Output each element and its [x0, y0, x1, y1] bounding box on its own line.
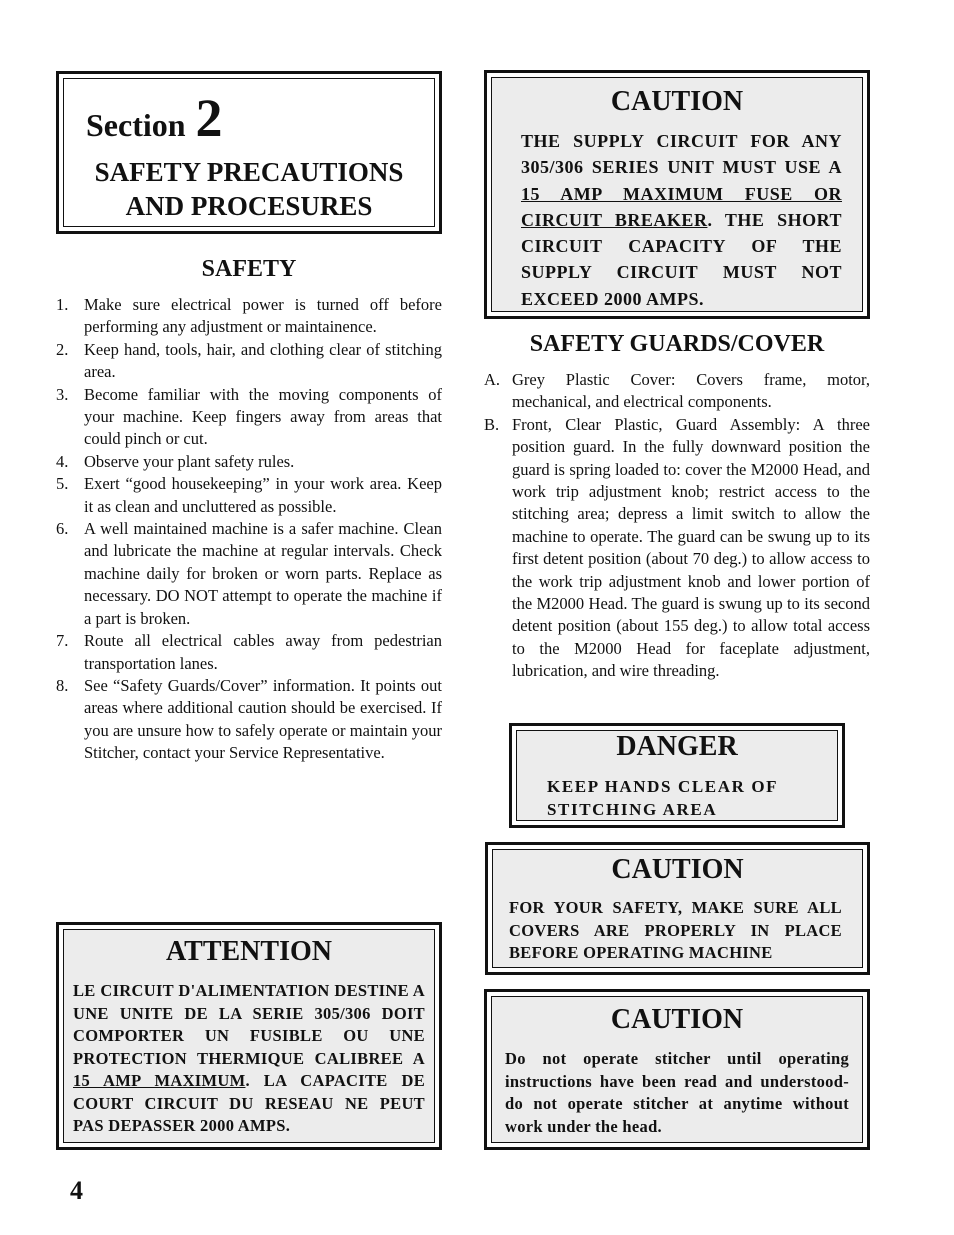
- caution-operate-text: Do not operate stitcher until operating instructions have been read and understood- do not operate stitcher at anytime without work under the head.: [505, 1049, 849, 1136]
- section-title: [64, 155, 434, 223]
- list-item: [484, 414, 870, 683]
- list-item: [56, 339, 442, 384]
- page-number: 4: [70, 1176, 83, 1205]
- list-item-text: Front, Clear Plastic, Guard Assembly: A three position guard. In the fully downward position the guard is spring loaded to: cover the M2000 Head, and work trip adjustment knob; restrict access to the stitching area; depress a limit switch to allow the machine to operate. The guard can be swung up to its first detent position (about 70 deg.) to allow access to the work trip adjustment knob and lower portion of the M2000 Head. The guard is swung up to its second detent position (about 155 deg.) to allow total access to the M2000 Head for faceplate adjustment, lubrication, and wire threading.: [512, 414, 870, 681]
- section-title-box: [56, 71, 442, 234]
- list-item: [56, 473, 442, 518]
- list-item: [56, 675, 442, 765]
- guards-list: [484, 369, 870, 683]
- danger-text: [547, 775, 827, 821]
- list-item-text: Become familiar with the moving components of your machine. Keep fingers away from areas that could pinch or cut.: [84, 384, 442, 449]
- list-item: [56, 630, 442, 675]
- list-item: [56, 518, 442, 630]
- list-item: [484, 369, 870, 414]
- guards-heading: SAFETY GUARDS/COVER: [529, 331, 825, 357]
- caution-supply-text: [521, 128, 842, 312]
- danger-box: [509, 723, 845, 828]
- attention-fuse-rating: 15 AMP MAXIMUM: [73, 1071, 246, 1090]
- caution-supply-inner: [491, 77, 863, 312]
- list-item: [56, 294, 442, 339]
- list-item-number: B.: [484, 414, 500, 434]
- section-word: Section: [86, 107, 186, 143]
- list-item-number: 4.: [56, 451, 69, 471]
- list-item-text: Route all electrical cables away from pedestrian transportation lanes.: [84, 631, 442, 673]
- section-number: 2: [195, 88, 223, 148]
- attention-box: [56, 922, 442, 1150]
- list-item-number: 8.: [56, 675, 69, 695]
- caution-covers-box: [485, 842, 870, 975]
- section-title-line1: SAFETY PRECAUTIONS: [94, 157, 404, 187]
- danger-inner: [516, 730, 838, 821]
- list-item-text: Keep hand, tools, hair, and clothing clear of stitching area.: [84, 339, 442, 382]
- danger-text-line2: STITCHING AREA: [547, 800, 718, 819]
- caution-covers-title: CAUTION: [611, 854, 744, 885]
- attention-text: [73, 980, 425, 1138]
- list-item-text: Make sure electrical power is turned off before performing any adjustment or maintainence.: [84, 295, 442, 337]
- caution-covers-inner: [492, 849, 863, 968]
- danger-text-line1: KEEP HANDS CLEAR OF: [547, 777, 779, 796]
- attention-text-b: . LA CAPACITE DE COURT CIRCUIT DU RESEAU NE PEUT PAS DEPASSER 2000 AMPS.: [73, 1071, 425, 1135]
- attention-title: ATTENTION: [166, 936, 332, 967]
- list-item-number: 1.: [56, 295, 69, 314]
- caution-operate-box: [484, 989, 870, 1150]
- caution-supply-title: CAUTION: [610, 86, 744, 117]
- section-title-inner: [63, 78, 435, 227]
- attention-inner: [63, 929, 435, 1143]
- list-item-text: A well maintained machine is a safer machine. Clean and lubricate the machine at regular intervals. Check machine daily for broken or worn parts. Replace as necessary. DO NOT attempt to operate the machine if a part is broken.: [84, 519, 442, 628]
- safety-list: [56, 294, 442, 765]
- caution-covers-text: FOR YOUR SAFETY, MAKE SURE ALL COVERS ARE PROPERLY IN PLACE BEFORE OPERATING MACHINE: [509, 898, 842, 962]
- list-item-number: A.: [484, 370, 501, 389]
- list-item-number: 2.: [56, 339, 69, 359]
- list-item-number: 3.: [56, 384, 69, 404]
- caution-supply-text-b: . THE SHORT CIRCUIT CAPACITY OF THE SUPPLY CIRCUIT MUST NOT EXCEED 2000 AMPS.: [521, 209, 843, 309]
- list-item-number: 6.: [56, 519, 69, 539]
- caution-supply-fuse-rating: 15 AMP MAXIMUM FUSE OR CIRCUIT BREAKER: [521, 183, 842, 230]
- caution-operate-title: CAUTION: [610, 1004, 744, 1035]
- safety-heading: SAFETY: [201, 256, 297, 282]
- list-item: [56, 451, 442, 473]
- attention-text-a: LE CIRCUIT D'ALIMENTATION DESTINE A UNE UNITE DE LA SERIE 305/306 DOIT COMPORTER UN FUSIBLE OU UNE PROTECTION THERMIQUE CALIBREE A: [73, 981, 425, 1068]
- list-item-text: Grey Plastic Cover: Covers frame, motor, mechanical, and electrical components.: [512, 370, 870, 412]
- list-item: [56, 384, 442, 451]
- caution-operate-inner: [491, 996, 863, 1143]
- danger-title: DANGER: [616, 731, 738, 762]
- section-title-line2: AND PROCESURES: [125, 191, 373, 221]
- caution-supply-box: [484, 70, 870, 319]
- list-item-text: Exert “good housekeeping” in your work area. Keep it as clean and uncluttered as possible.: [84, 474, 442, 516]
- list-item-number: 7.: [56, 631, 69, 651]
- list-item-text: Observe your plant safety rules.: [84, 451, 295, 471]
- list-item-number: 5.: [56, 474, 69, 494]
- caution-supply-text-a: THE SUPPLY CIRCUIT FOR ANY 305/306 SERIES UNIT MUST USE A: [521, 131, 842, 178]
- list-item-text: See “Safety Guards/Cover” information. It points out areas where additional caution should be exercised. If you are unsure how to safely operate or maintain your Stitcher, contact your Service Representative.: [84, 675, 442, 763]
